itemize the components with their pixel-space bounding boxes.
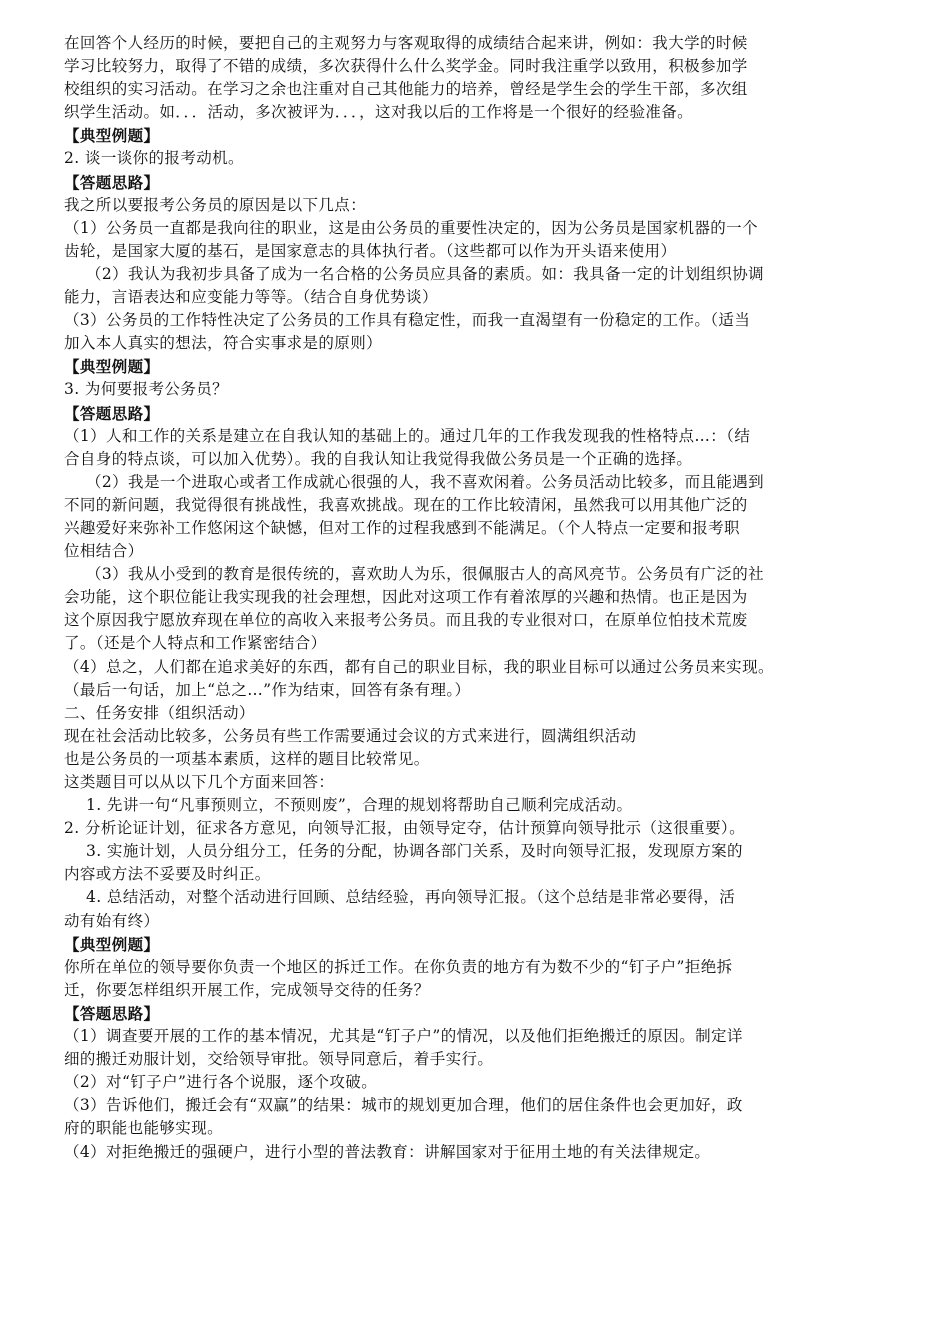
text-line: 1. 先讲一句“凡事预则立，不预则废”，合理的规划将帮助自己顺利完成活动。	[86, 796, 633, 815]
text-line: 3. 为何要报考公务员？	[64, 380, 229, 399]
section-heading: 【典型例题】	[64, 126, 160, 146]
text-line: 2. 谈一谈你的报考动机。	[64, 149, 244, 168]
text-line: 织学生活动。如．．．活动，多次被评为．．．，这对我以后的工作将是一个很好的经验准备。	[64, 103, 694, 122]
section-heading: 【典型例题】	[64, 357, 160, 377]
text-line: 动有始有终）	[64, 911, 160, 930]
text-line: 2. 分析论证计划，征求各方意见，向领导汇报，由领导定夺，估计预算向领导批示（这很重要）。	[64, 819, 745, 838]
text-line: 府的职能也能够实现。	[64, 1119, 224, 1138]
text-line: 3. 实施计划，人员分组分工，任务的分配，协调各部门关系，及时向领导汇报，发现原方案的	[86, 842, 743, 861]
text-line: 位相结合）	[64, 542, 144, 561]
text-line: 4. 总结活动，对整个活动进行回顾、总结经验，再向领导汇报。（这个总结是非常必要得，活	[86, 888, 736, 907]
text-line: 了。（还是个人特点和工作紧密结合）	[64, 634, 327, 653]
text-line: 加入本人真实的想法，符合实事求是的原则）	[64, 334, 383, 353]
text-line: 能力，言语表达和应变能力等等。（结合自身优势谈）	[64, 288, 438, 307]
text-line: （4）总之，人们都在追求美好的东西，都有自己的职业目标，我的职业目标可以通过公务员来实现。	[64, 657, 774, 676]
text-line: （最后一句话，加上“总之…”作为结束，回答有条有理。）	[64, 680, 471, 699]
text-line: （2）我认为我初步具备了成为一名合格的公务员应具备的素质。如：我具备一定的计划组织协调	[86, 264, 765, 283]
text-line: 二、任务安排（组织活动）	[64, 703, 255, 722]
section-heading: 【典型例题】	[64, 934, 160, 954]
text-line: （1）调查要开展的工作的基本情况，尤其是“钉子户”的情况，以及他们拒绝搬迁的原因。制定详	[64, 1027, 743, 1046]
text-line: 现在社会活动比较多，公务员有些工作需要通过会议的方式来进行，圆满组织活动	[64, 726, 637, 745]
section-heading: 【答题思路】	[64, 1003, 160, 1023]
text-line: （1）人和工作的关系是建立在自我认知的基础上的。通过几年的工作我发现我的性格特点…：（结	[64, 426, 751, 445]
text-line: （2）对“钉子户”进行各个说服，逐个攻破。	[64, 1073, 378, 1092]
text-line: 我之所以要报考公务员的原因是以下几点：	[64, 195, 367, 214]
text-line: （3）我从小受到的教育是很传统的，喜欢助人为乐，很佩服古人的高风亮节。公务员有广泛的社	[86, 565, 765, 584]
text-line: （3）告诉他们，搬迁会有“双赢”的结果：城市的规划更加合理，他们的居住条件也会更加好，政	[64, 1096, 743, 1115]
section-heading: 【答题思路】	[64, 172, 160, 192]
text-line: 合自身的特点谈，可以加入优势）。我的自我认知让我觉得我做公务员是一个正确的选择。	[64, 449, 693, 468]
text-line: 兴趣爱好来弥补工作悠闲这个缺憾，但对工作的过程我感到不能满足。（个人特点一定要和报考职	[64, 518, 740, 537]
text-line: （1）公务员一直都是我向往的职业，这是由公务员的重要性决定的，因为公务员是国家机器的一个	[64, 218, 758, 237]
text-line: 也是公务员的一项基本素质，这样的题目比较常见。	[64, 749, 430, 768]
text-line: 会功能，这个职位能让我实现我的社会理想，因此对这项工作有着浓厚的兴趣和热情。也正是因为	[64, 588, 748, 607]
text-line: （4）对拒绝搬迁的强硬户，进行小型的普法教育：讲解国家对于征用土地的有关法律规定。	[64, 1142, 711, 1161]
text-line: 细的搬迁劝服计划，交给领导审批。领导同意后，着手实行。	[64, 1050, 494, 1069]
text-line: 不同的新问题，我觉得很有挑战性，我喜欢挑战。现在的工作比较清闲，虽然我可以用其他广泛的	[64, 495, 748, 514]
text-line: 你所在单位的领导要你负责一个地区的拆迁工作。在你负责的地方有为数不少的“钉子户”拒绝拆	[64, 957, 733, 976]
section-heading: 【答题思路】	[64, 403, 160, 423]
text-line: （2）我是一个进取心或者工作成就心很强的人，我不喜欢闲着。公务员活动比较多，而且能遇到	[86, 472, 765, 491]
text-line: 齿轮，是国家大厦的基石，是国家意志的具体执行者。（这些都可以作为开头语来使用）	[64, 241, 677, 260]
text-line: 这类题目可以从以下几个方面来回答：	[64, 773, 335, 791]
text-line: （3）公务员的工作特性决定了公务员的工作具有稳定性，而我一直渴望有一份稳定的工作。（适当	[64, 311, 751, 330]
text-line: 这个原因我宁愿放弃现在单位的高收入来报考公务员。而且我的专业很对口，在原单位怕技术荒废	[64, 611, 748, 630]
text-line: 学习比较努力，取得了不错的成绩，多次获得什么什么奖学金。同时我注重学以致用，积极参加学	[64, 57, 748, 76]
text-line: 在回答个人经历的时候，要把自己的主观努力与客观取得的成绩结合起来讲，例如：我大学的时候	[64, 34, 748, 52]
text-line: 内容或方法不妥要及时纠正。	[64, 865, 271, 884]
text-line: 迁，你要怎样组织开展工作，完成领导交待的任务？	[64, 980, 430, 999]
text-line: 校组织的实习活动。在学习之余也注重对自己其他能力的培养，曾经是学生会的学生干部，多次组	[64, 80, 748, 99]
